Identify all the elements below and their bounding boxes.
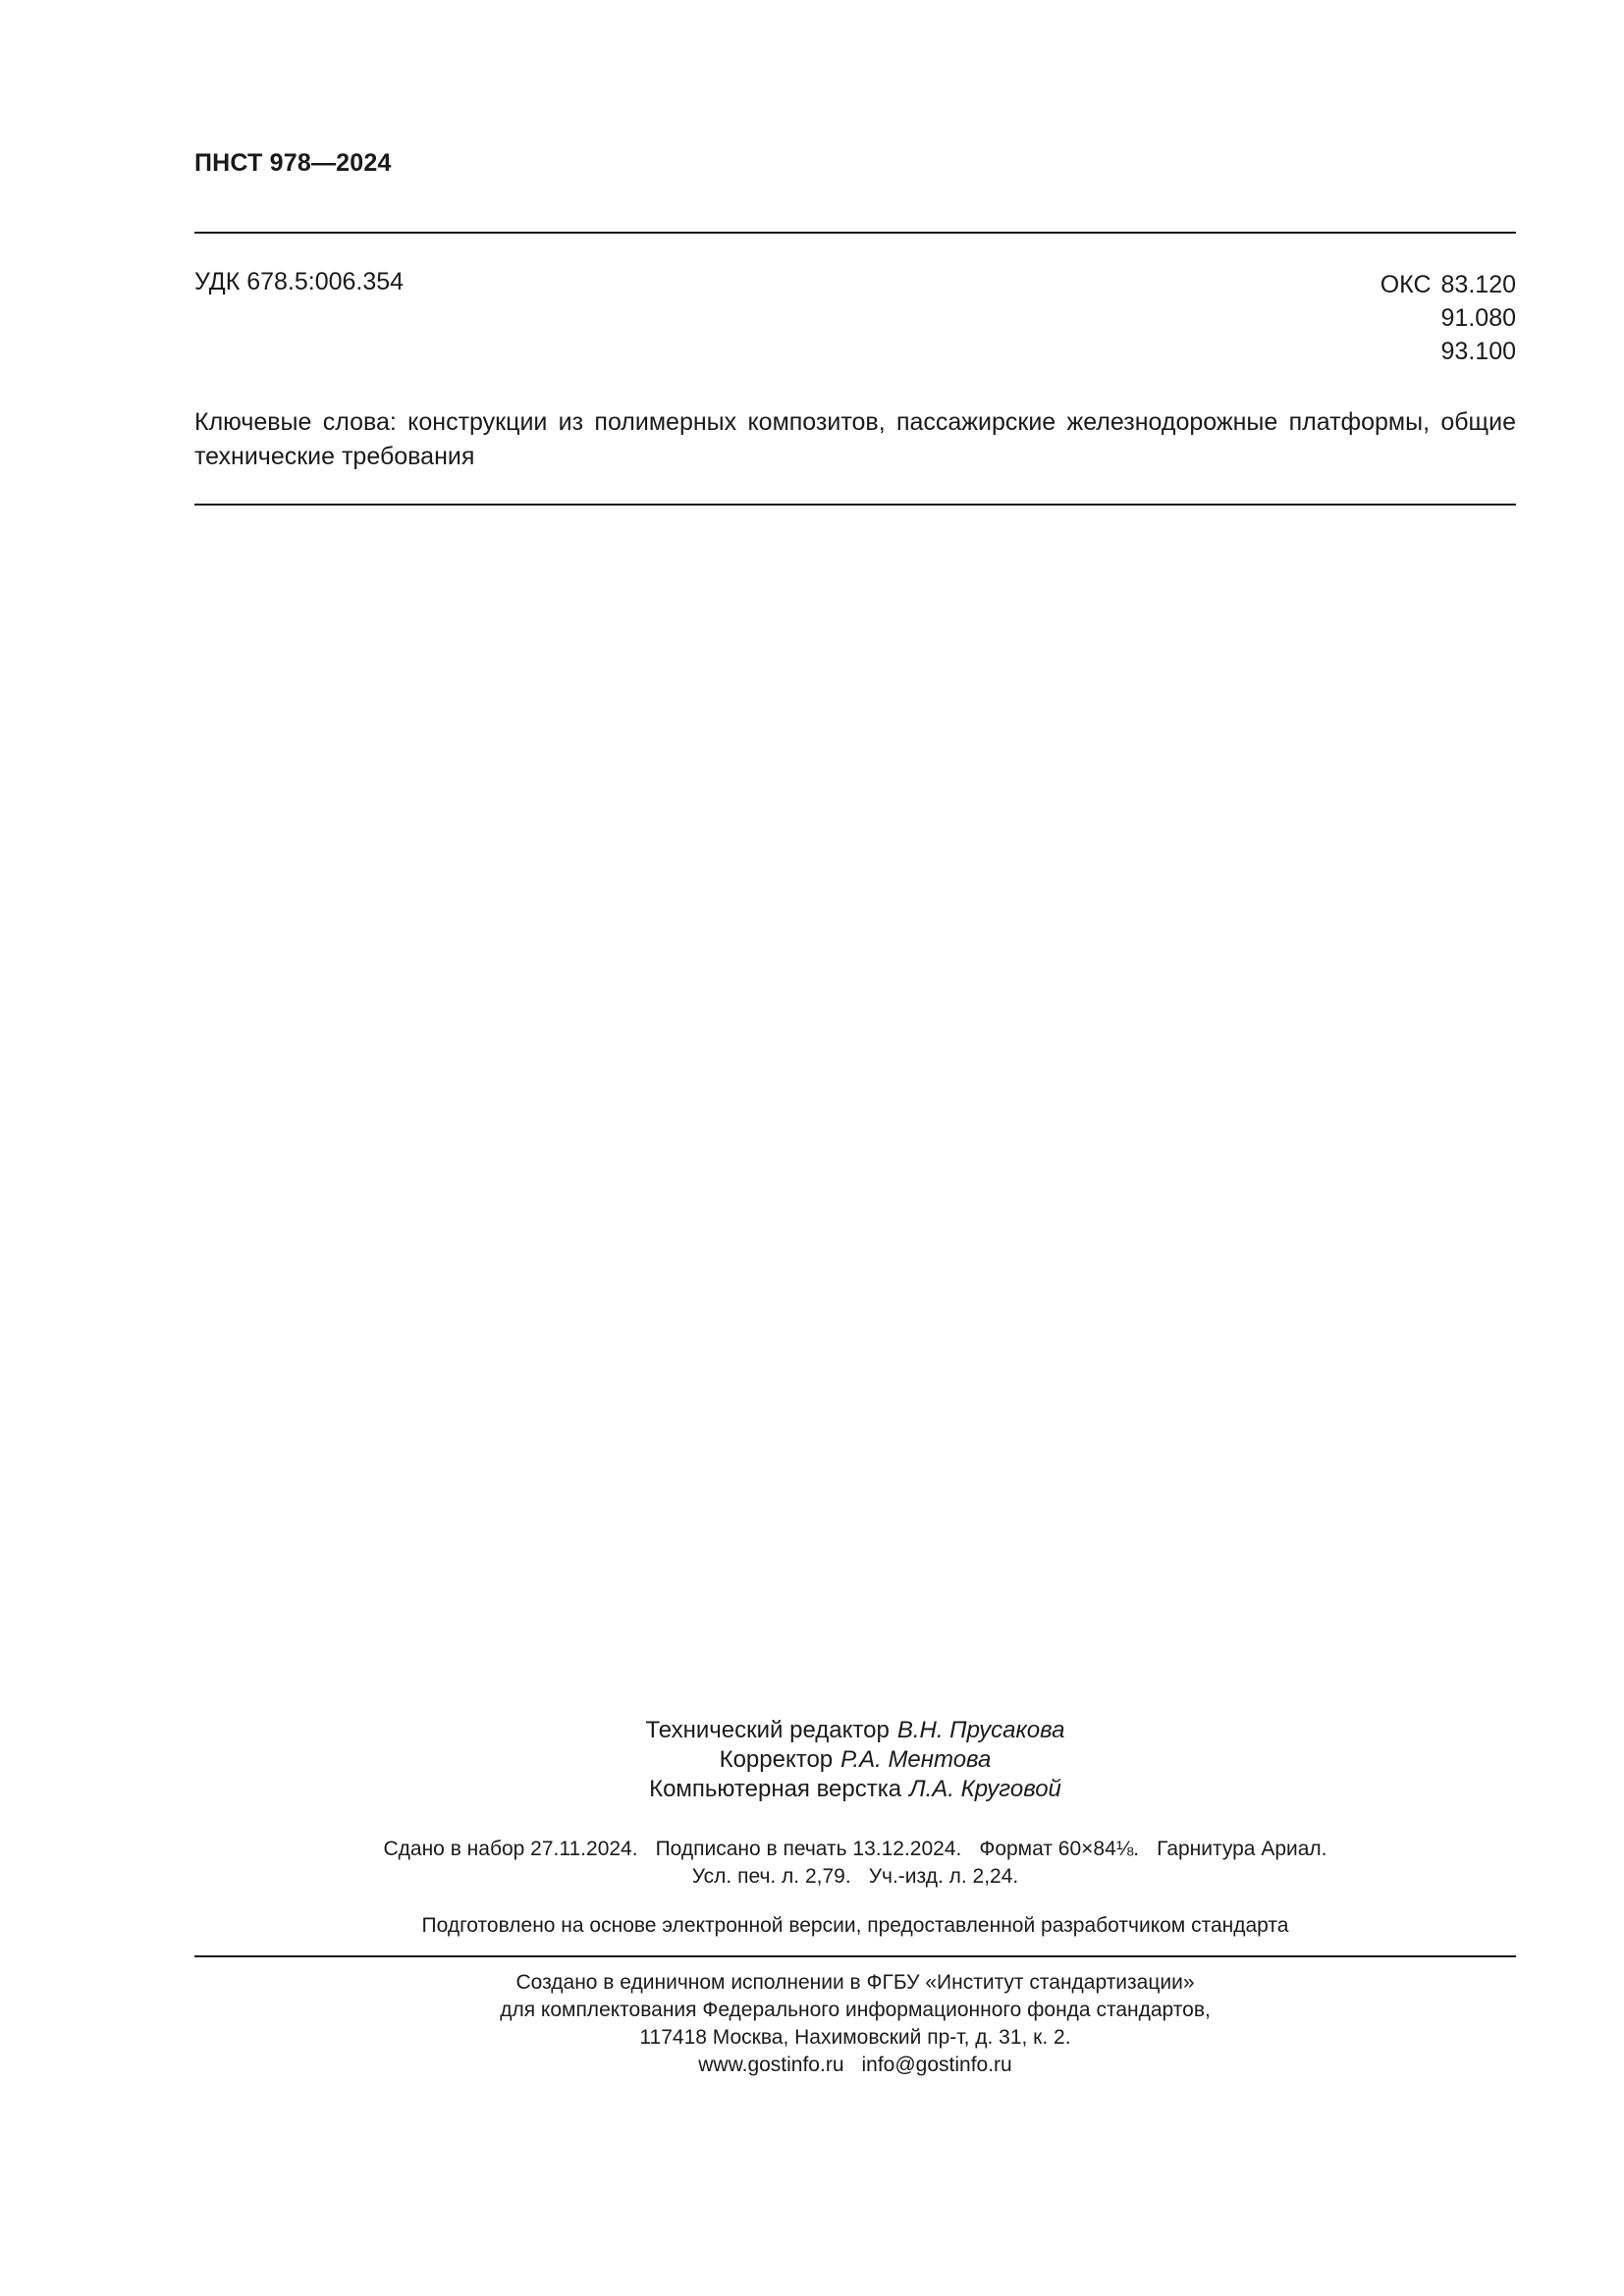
submitted-date: Сдано в набор 27.11.2024. bbox=[383, 1838, 638, 1860]
email-link[interactable]: info@gostinfo.ru bbox=[861, 2054, 1012, 2076]
oks-code: 83.120 bbox=[1440, 271, 1516, 298]
credit-role: Технический редактор bbox=[645, 1717, 890, 1743]
oks-block bbox=[1380, 268, 1516, 368]
keywords-paragraph: Ключевые слова: конструкции из полимерных композитов, пассажирские железнодорожные платформы, общие технические требования bbox=[194, 408, 1516, 470]
publisher-line: для комплектования Федерального информационного фонда стандартов, bbox=[500, 1999, 1211, 2021]
print-sheets: Усл. печ. л. 2,79. bbox=[691, 1865, 851, 1888]
credit-role: Корректор bbox=[719, 1746, 834, 1773]
publisher-sheets: Уч.-изд. л. 2,24. bbox=[868, 1865, 1019, 1888]
credit-name: Р.А. Ментова bbox=[840, 1746, 992, 1773]
top-divider bbox=[194, 232, 1516, 234]
paper-format: Формат 60×84⅛. bbox=[979, 1838, 1140, 1860]
print-info bbox=[0, 1836, 1624, 1891]
credit-line bbox=[0, 1745, 1624, 1775]
website-link[interactable]: www.gostinfo.ru bbox=[698, 2054, 844, 2076]
credit-role: Компьютерная верстка bbox=[649, 1776, 902, 1802]
publisher-line: Создано в единичном исполнении в ФГБУ «Институт стандартизации» bbox=[515, 1971, 1195, 1994]
publisher-address: 117418 Москва, Нахимовский пр-т, д. 31, к. 2. bbox=[639, 2026, 1071, 2049]
publisher-links bbox=[0, 2052, 1624, 2079]
bottom-divider bbox=[194, 1955, 1516, 1957]
print-info-line-1 bbox=[0, 1836, 1624, 1863]
document-code: ПНСТ 978—2024 bbox=[194, 149, 392, 177]
publisher-info bbox=[0, 1969, 1624, 2079]
oks-label: ОКС bbox=[1380, 271, 1432, 298]
typeface: Гарнитура Ариал. bbox=[1157, 1838, 1327, 1860]
editorial-credits bbox=[0, 1716, 1624, 1804]
signed-date: Подписано в печать 13.12.2024. bbox=[655, 1838, 962, 1860]
credit-line bbox=[0, 1716, 1624, 1745]
prepared-note: Подготовлено на основе электронной версии, предоставленной разработчиком стандарта bbox=[421, 1914, 1289, 1937]
udk-code: УДК 678.5:006.354 bbox=[194, 268, 405, 295]
oks-row bbox=[1380, 268, 1516, 301]
credit-name: В.Н. Прусакова bbox=[896, 1717, 1065, 1743]
middle-divider bbox=[194, 504, 1516, 506]
oks-code: 93.100 bbox=[1440, 338, 1516, 365]
credit-name: Л.А. Круговой bbox=[909, 1776, 1061, 1802]
credit-line bbox=[0, 1775, 1624, 1804]
print-info-line-2 bbox=[0, 1863, 1624, 1891]
oks-code: 91.080 bbox=[1440, 304, 1516, 332]
